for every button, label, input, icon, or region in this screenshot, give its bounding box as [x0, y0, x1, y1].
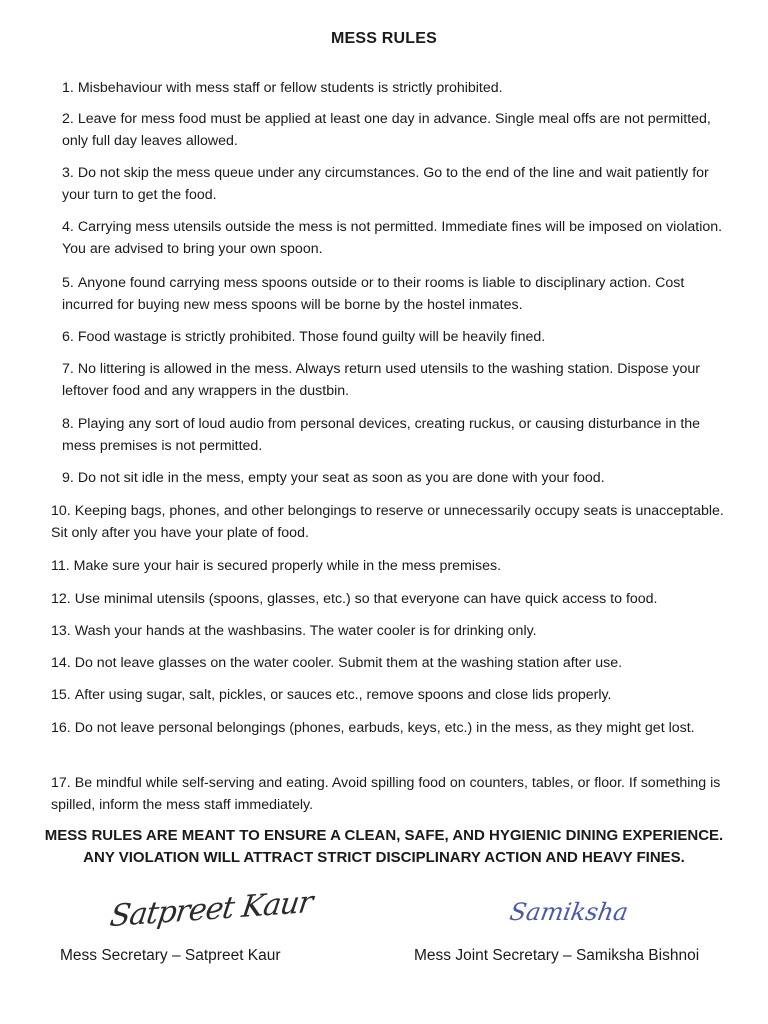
rule-item — [62, 77, 734, 99]
rule-item — [51, 620, 735, 642]
rule-text: Food wastage is strictly prohibited. Those found guilty will be heavily fined. — [77, 329, 546, 345]
footer-line-1: MESS RULES ARE MEANT TO ENSURE A CLEAN, SAFE, AND HYGIENIC DINING EXPERIENCE. — [44, 827, 724, 844]
rule-item — [62, 358, 734, 402]
joint-secretary-role: Mess Joint Secretary – Samiksha Bishnoi — [414, 947, 700, 964]
rule-number: 16. — [51, 720, 71, 736]
rule-text: Keeping bags, phones, and other belongings to reserve or unnecessarily occupy seats is unacceptable. Sit only after you have your plate of food. — [51, 503, 724, 541]
rule-text: After using sugar, salt, pickles, or sauces etc., remove spoons and close lids properly. — [74, 687, 612, 703]
rule-text: Do not skip the mess queue under any circumstances. Go to the end of the line and wait patiently for your turn to get the food. — [62, 165, 709, 203]
rule-number: 17. — [51, 775, 71, 791]
rule-item — [51, 500, 735, 544]
rule-item — [51, 588, 735, 610]
rule-text: Leave for mess food must be applied at least one day in advance. Single meal offs are not permitted, only full day leaves allowed. — [62, 111, 711, 149]
rule-number: 4. — [62, 219, 74, 235]
secretary-role: Mess Secretary – Satpreet Kaur — [60, 947, 281, 964]
rule-number: 7. — [62, 361, 74, 377]
rule-text: Use minimal utensils (spoons, glasses, etc.) so that everyone can have quick access to food. — [74, 591, 658, 607]
rule-item — [51, 652, 735, 674]
rule-text: Do not leave glasses on the water cooler. Submit them at the washing station after use. — [74, 655, 623, 671]
rule-text: Make sure your hair is secured properly while in the mess premises. — [73, 558, 502, 574]
rule-text: Playing any sort of loud audio from personal devices, creating ruckus, or causing disturbance in the mess premises is not permitted. — [62, 416, 701, 454]
rule-item — [62, 413, 734, 457]
rule-number: 9. — [62, 470, 74, 486]
rule-text: Be mindful while self-serving and eating. Avoid spilling food on counters, tables, or floor. If something is spilled, inform the mess staff immediately. — [51, 775, 721, 813]
rule-item — [51, 772, 735, 816]
rule-number: 10. — [51, 503, 71, 519]
rule-number: 13. — [51, 623, 71, 639]
rule-text: Carrying mess utensils outside the mess is not permitted. Immediate fines will be imposed on violation. You are advised to bring your own spoon. — [62, 219, 723, 257]
footer-line-2: ANY VIOLATION WILL ATTRACT STRICT DISCIPLINARY ACTION AND HEAVY FINES. — [83, 849, 685, 866]
rule-text: Anyone found carrying mess spoons outside or to their rooms is liable to disciplinary action. Cost incurred for buying new mess spoons will be borne by the hostel inmates. — [62, 275, 685, 313]
rule-item — [51, 717, 735, 739]
rule-text: Do not leave personal belongings (phones, earbuds, keys, etc.) in the mess, as they might get lost. — [74, 720, 695, 736]
rule-text: Misbehaviour with mess staff or fellow students is strictly prohibited. — [77, 80, 503, 96]
page-title: MESS RULES — [330, 30, 437, 47]
rule-item — [62, 272, 734, 316]
rule-number: 2. — [62, 111, 74, 127]
rule-item — [62, 326, 734, 348]
rule-number: 12. — [51, 591, 71, 607]
rule-number: 3. — [62, 165, 74, 181]
joint-secretary-signature: Samiksha — [507, 898, 631, 926]
rule-number: 5. — [62, 275, 74, 291]
rule-text: Wash your hands at the washbasins. The water cooler is for drinking only. — [74, 623, 537, 639]
rule-number: 1. — [62, 80, 74, 96]
rule-number: 6. — [62, 329, 74, 345]
rule-text: Do not sit idle in the mess, empty your seat as soon as you are done with your food. — [77, 470, 605, 486]
rule-number: 15. — [51, 687, 71, 703]
rule-number: 14. — [51, 655, 71, 671]
rule-number: 8. — [62, 416, 74, 432]
rule-item — [51, 684, 735, 706]
rule-item — [51, 555, 735, 577]
secretary-signature: Satpreet Kaur — [107, 884, 315, 935]
rule-text: No littering is allowed in the mess. Always return used utensils to the washing station. Dispose your leftover food and any wrappers in the dustbin. — [62, 361, 701, 399]
rule-item — [62, 108, 734, 152]
rule-item — [62, 216, 734, 260]
rule-item — [62, 162, 734, 206]
footer-notice — [40, 825, 728, 869]
rule-item — [62, 467, 734, 489]
rule-number: 11. — [51, 558, 70, 574]
